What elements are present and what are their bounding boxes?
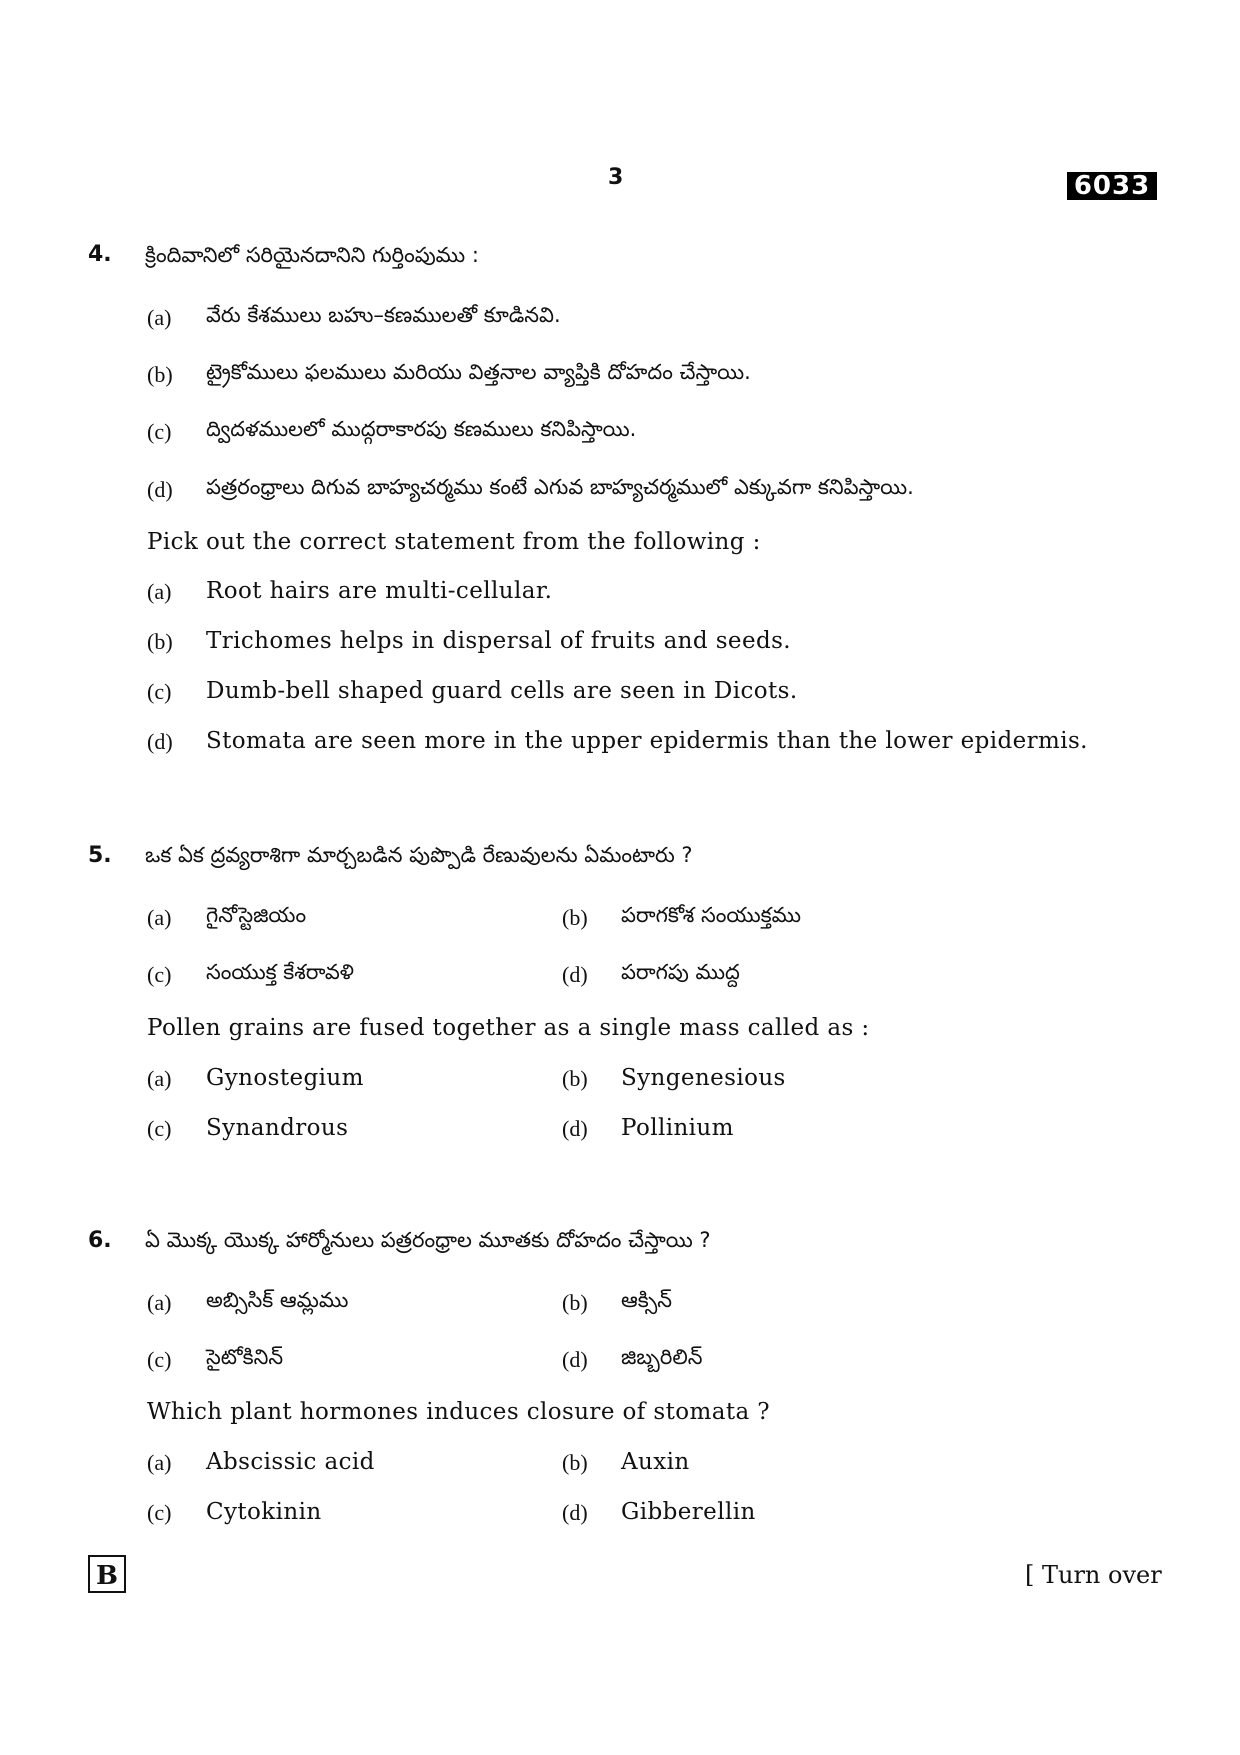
q5-te-option-a-label: (a) [147,905,172,930]
q6-en-option-b-label: (b) [562,1450,588,1475]
question-5-number: 5. [88,843,112,868]
q5-en-option-d-label: (d) [562,1116,588,1141]
q4-te-option-c: ద్విదళములలో ముద్గరాకారపు కణములు కనిపిస్తాయి. [206,417,637,441]
q4-en-option-d: Stomata are seen more in the upper epidermis than the lower epidermis. [206,728,1088,754]
q4-en-option-d-label: (d) [147,729,173,754]
q5-te-option-b-label: (b) [562,905,588,930]
q4-en-option-b: Trichomes helps in dispersal of fruits and seeds. [206,628,791,654]
q4-en-option-c-label: (c) [147,679,172,704]
q5-en-option-a: Gynostegium [206,1065,364,1091]
question-5-telugu: ఒక ఏక ద్రవ్యరాశిగా మార్చబడిన పుప్పొడి రేణువులను ఏమంటారు ? [145,843,693,867]
q4-en-option-a-label: (a) [147,579,172,604]
q6-en-option-c-label: (c) [147,1500,172,1525]
q4-en-option-b-label: (b) [147,629,173,654]
q5-te-option-a: గైనోస్టెజియం [206,903,307,927]
turn-over-note: [ Turn over [1025,1561,1162,1589]
q6-te-option-c-label: (c) [147,1347,172,1372]
series-box: B [88,1555,126,1593]
page-number: 3 [608,165,624,190]
q4-te-option-b-label: (b) [147,362,173,387]
question-5-english: Pollen grains are fused together as a single mass called as : [147,1015,870,1041]
question-6-number: 6. [88,1228,112,1253]
q6-te-option-a-label: (a) [147,1290,172,1315]
q4-en-option-a: Root hairs are multi-cellular. [206,578,553,604]
q4-te-option-c-label: (c) [147,419,172,444]
q6-te-option-b-label: (b) [562,1290,588,1315]
q6-te-option-c: సైటోకినిన్ [206,1345,284,1369]
q6-te-option-d: జిబ్బరిలిన్ [621,1345,703,1369]
paper-code-badge: 6033 [1067,172,1157,200]
question-6-telugu: ఏ మొక్క యొక్క హార్మోనులు పత్రరంధ్రాల మూతకు దోహదం చేస్తాయి ? [145,1228,711,1252]
q5-te-option-c-label: (c) [147,962,172,987]
question-4-number: 4. [88,242,112,267]
q5-te-option-d-label: (d) [562,962,588,987]
q5-te-option-b: పరాగకోశ సంయుక్తము [621,903,802,927]
q6-en-option-a: Abscissic acid [206,1449,375,1475]
q4-te-option-d: పత్రరంధ్రాలు దిగువ బాహ్యచర్మము కంటే ఎగువ బాహ్యచర్మములో ఎక్కువగా కనిపిస్తాయి. [206,475,914,499]
q4-te-option-a: వేరు కేశములు బహు–కణములతో కూడినవి. [206,303,561,327]
question-6-english: Which plant hormones induces closure of stomata ? [147,1399,771,1425]
q6-en-option-a-label: (a) [147,1450,172,1475]
q6-te-option-d-label: (d) [562,1347,588,1372]
q6-en-option-b: Auxin [621,1449,690,1475]
q4-en-option-c: Dumb-bell shaped guard cells are seen in Dicots. [206,678,798,704]
q6-en-option-d-label: (d) [562,1500,588,1525]
q6-te-option-a: అబ్సిసిక్ ఆమ్లము [206,1288,349,1312]
q5-en-option-b-label: (b) [562,1066,588,1091]
q4-te-option-d-label: (d) [147,477,173,502]
question-4-telugu: క్రిందివానిలో సరియైనదానిని గుర్తింపుము : [145,243,479,267]
q5-en-option-a-label: (a) [147,1066,172,1091]
q5-te-option-d: పరాగపు ముద్ద [621,960,740,984]
q4-te-option-a-label: (a) [147,305,172,330]
q6-en-option-c: Cytokinin [206,1499,322,1525]
q5-te-option-c: సంయుక్త కేశరావళి [206,960,354,984]
q5-en-option-c-label: (c) [147,1116,172,1141]
q4-te-option-b: ట్రైకోములు ఫలములు మరియు విత్తనాల వ్యాప్తికి దోహదం చేస్తాయి. [206,360,751,384]
q6-en-option-d: Gibberellin [621,1499,756,1525]
q5-en-option-c: Synandrous [206,1115,349,1141]
question-4-english: Pick out the correct statement from the following : [147,529,761,555]
q5-en-option-d: Pollinium [621,1115,734,1141]
q6-te-option-b: ఆక్సిన్ [621,1288,672,1312]
q5-en-option-b: Syngenesious [621,1065,786,1091]
